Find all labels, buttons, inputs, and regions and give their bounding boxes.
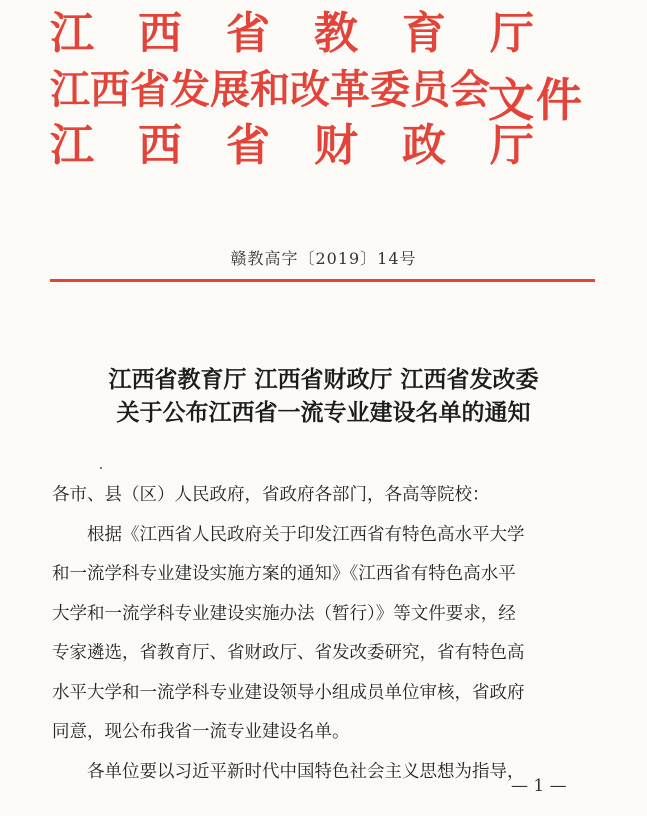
issuer-education-dept: 江 西 省 教 育 厅	[50, 8, 534, 59]
title-line-2: 关于公布江西省一流专业建设名单的通知	[116, 400, 531, 426]
document-type-label: 文件	[488, 73, 584, 127]
title-line-1: 江西省教育厅 江西省财政厅 江西省发改委	[108, 367, 539, 393]
notice-title	[0, 364, 647, 430]
salutation: 各市、县（区）人民政府，省政府各部门，各高等院校：	[52, 485, 490, 505]
body-line: 水平大学和一流学科专业建设领导小组成员单位审核，省政府	[52, 682, 525, 703]
issuer-finance-dept: 江 西 省 财 政 厅	[50, 120, 534, 171]
body-line: 同意，现公布我省一流专业建设名单。	[52, 722, 350, 742]
document-number: 赣教高字〔2019〕14号	[230, 249, 417, 268]
scan-speck	[100, 467, 102, 469]
body-line: 和一流学科专业建设实施方案的通知》《江西省有特色高水平	[52, 564, 516, 584]
issuing-authorities	[50, 6, 534, 174]
body-line: 专家遴选，省教育厅、省财政厅、省发改委研究，省有特色高	[52, 643, 525, 663]
notice-body	[52, 476, 600, 792]
body-line: 大学和一流学科专业建设实施办法（暂行）》等文件要求，经	[52, 603, 516, 624]
body-line: 根据《江西省人民政府关于印发江西省有特色高水平大学	[87, 524, 525, 545]
red-divider-line	[50, 279, 595, 282]
issuer-development-reform-commission: 江西省发展和改革委员会	[50, 66, 490, 113]
page-number: — 1 —	[511, 776, 567, 796]
body-line: 各单位要以习近平新时代中国特色社会主义思想为指导，	[87, 761, 525, 782]
